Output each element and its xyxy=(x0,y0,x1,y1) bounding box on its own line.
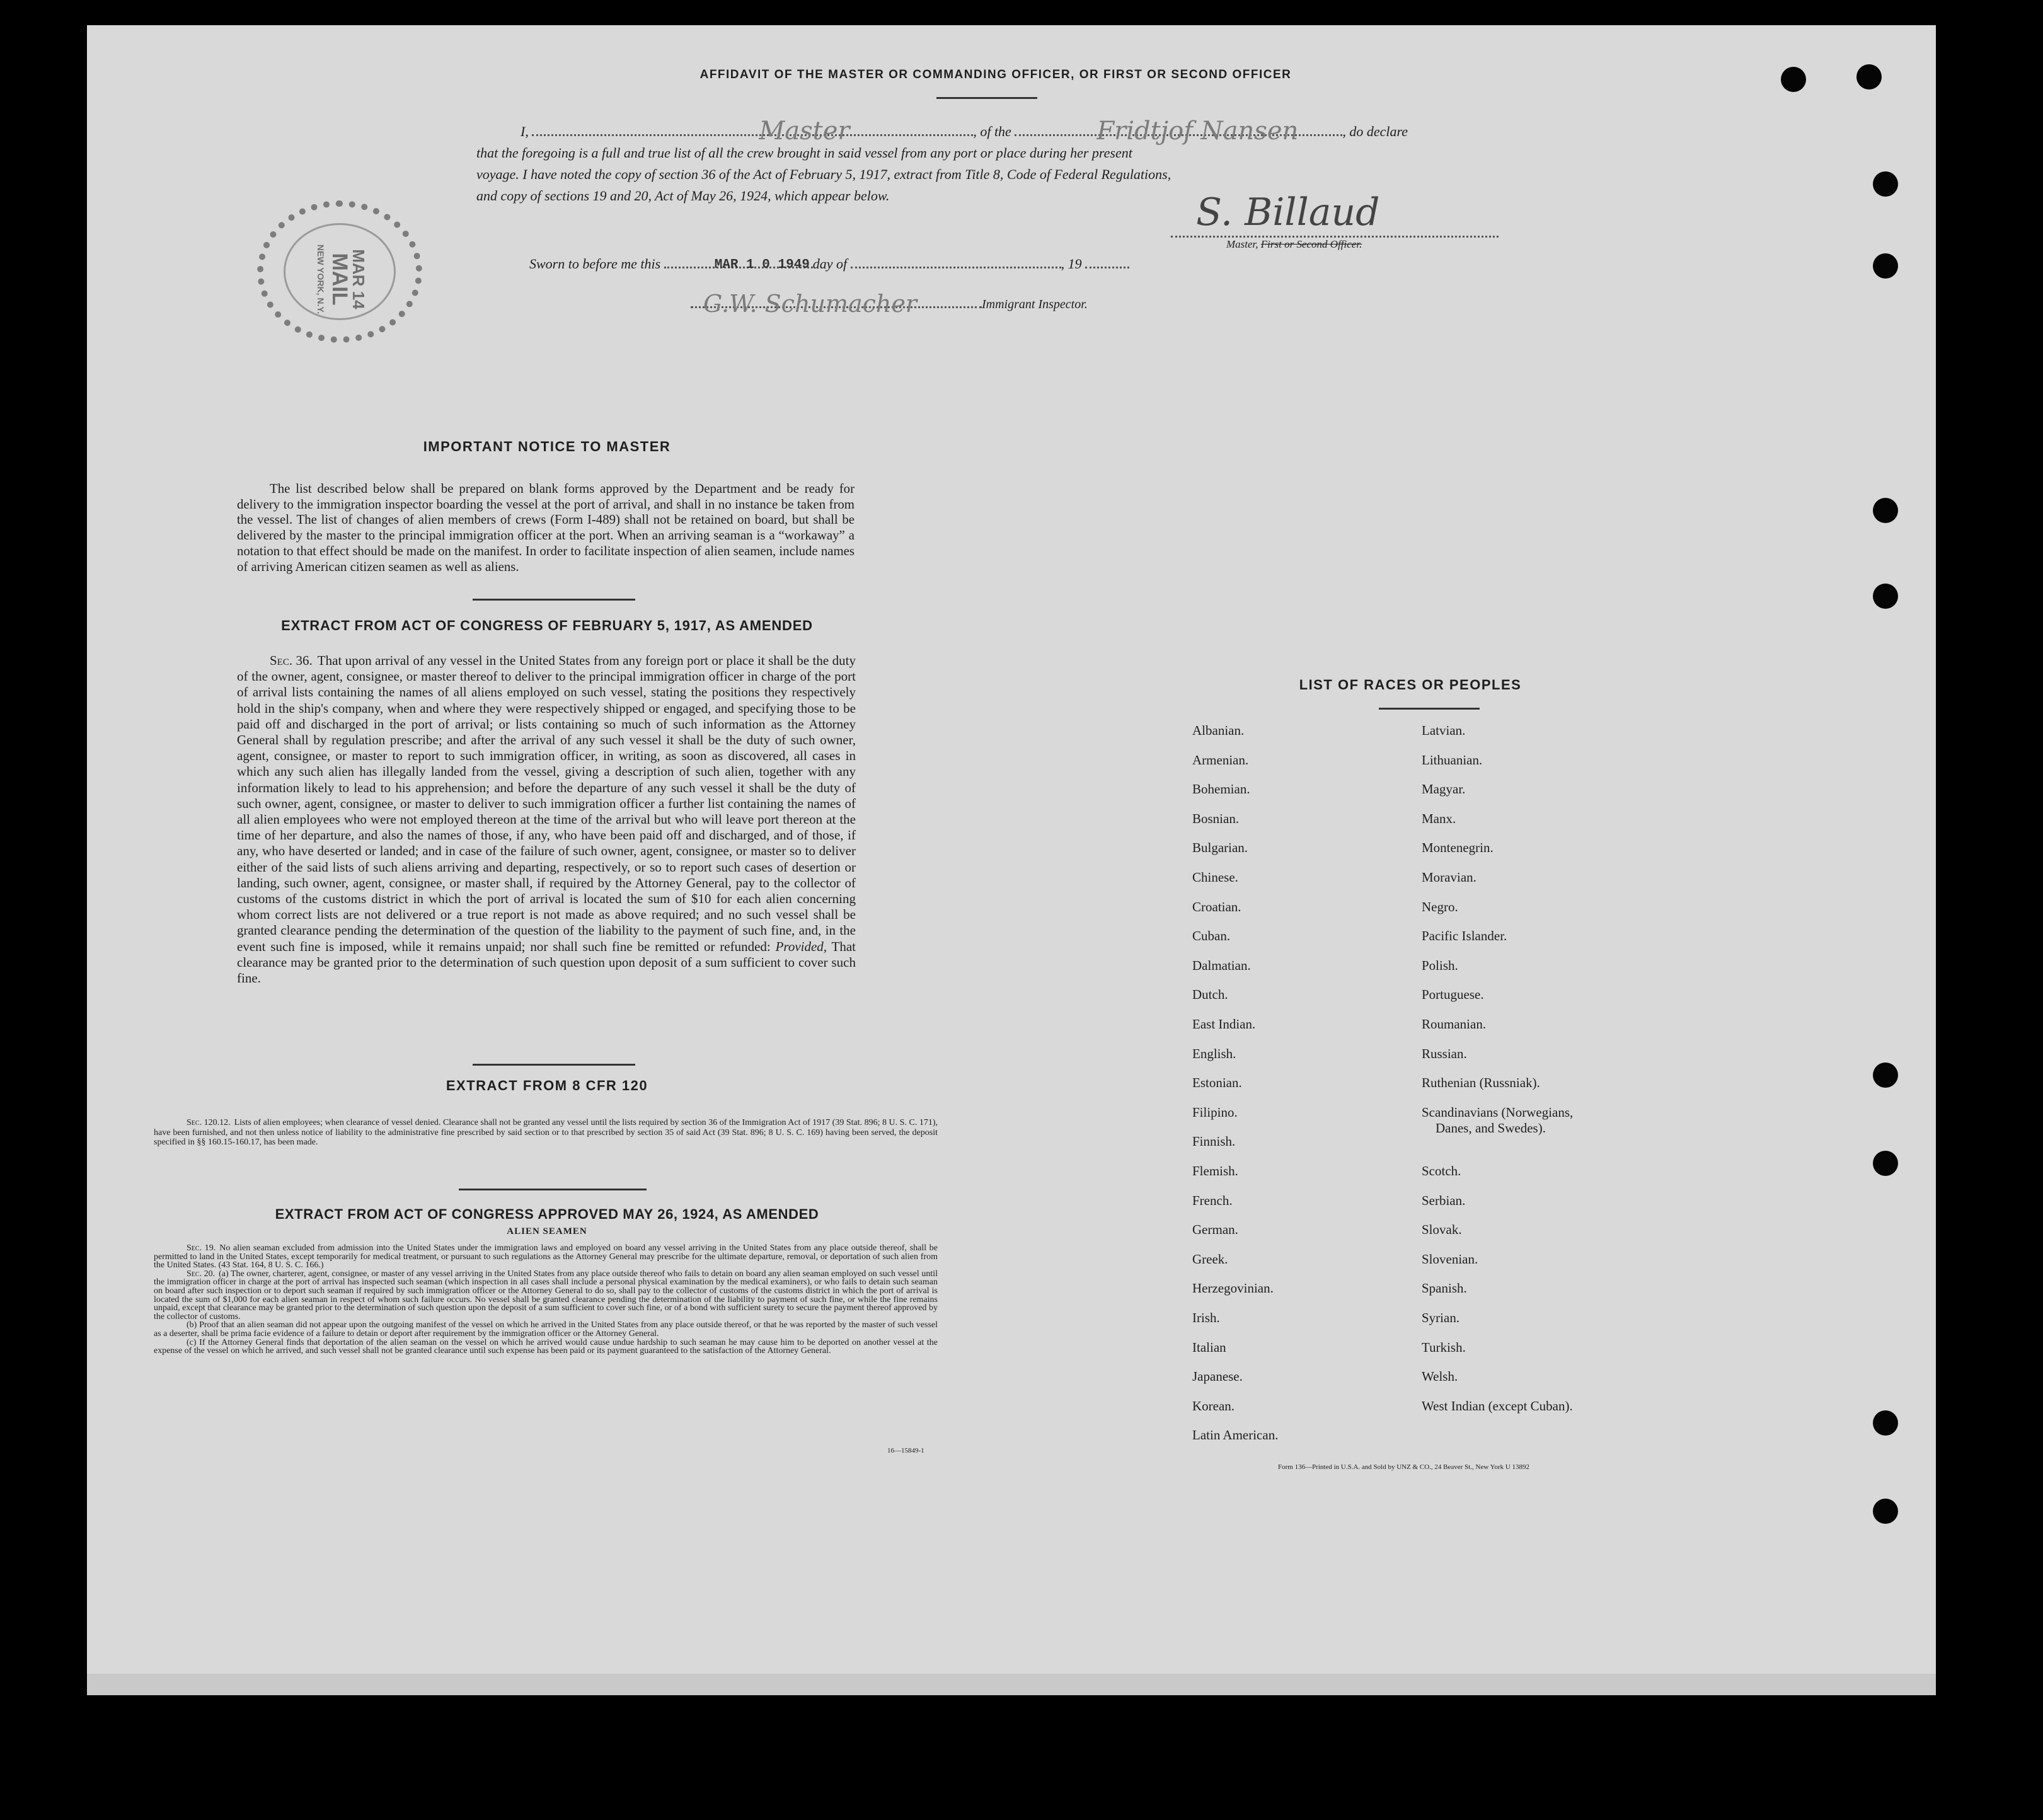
sec-20a-paragraph xyxy=(154,1270,938,1322)
race-item: Montenegrin. xyxy=(1422,840,1493,856)
sworn-date-stamp: MAR 1 0 1949 xyxy=(714,258,810,272)
declaration-line: that the foregoing is a full and true list of all the crew brought in said vessel from any port or place during her present xyxy=(476,145,1132,161)
race-item: East Indian. xyxy=(1192,1017,1256,1032)
punch-hole-icon xyxy=(1873,171,1898,197)
page-edge xyxy=(87,1674,1936,1695)
extract-1917-body xyxy=(237,653,856,986)
race-item: Welsh. xyxy=(1422,1369,1458,1385)
master-signature: S. Billaud xyxy=(1196,190,1380,234)
sworn-label: Sworn to before me this xyxy=(529,256,661,272)
race-item: Albanian. xyxy=(1192,723,1245,738)
race-item: Bohemian. xyxy=(1192,781,1250,797)
sworn-date-field xyxy=(664,258,813,272)
sec-36-label: Sec. 36. xyxy=(270,653,313,668)
sec-36-text: That upon arrival of any vessel in the United States from any foreign port or place it shall be the duty of the owner, agent, consignee, or master thereof to deliver to the principal immigration officer in charge of the port of arrival lists containing the names of all aliens employed on such vessel, stating the positions they respectively hold in the ship's company, when and where they were respectively shipped or engaged, and specifying those to be paid off and discharged in the port of arrival; or lists containing so much of such information as the Attorney General shall by regulation prescribe; and after the arrival of any such vessel it shall be the duty of such owner, agent, consignee, or master to report to such immigration officer, in writing, as soon as discovered, all cases in which any such alien has illegally landed from the vessel, giving a description of such alien, together with any information likely to lead to his apprehension; and before the departure of any such vessel it shall be the duty of such owner, agent, consignee, or master to deliver to such immigration officer a further list containing the names of all alien employees who were not employed thereon at the time of the arrival but who will leave port thereon at the time of her departure, and also the names of those, if any, who have been paid off and discharged, and of those, if any, who have deserted or landed; and in case of the failure of such owner, agent, consignee, or master so to deliver either of the said lists of such aliens arriving and departing, respectively, or so to report such cases of desertion or landing, such owner, agent, consignee, or master shall, if required by the Attorney General, pay to the collector of customs of the customs district in which the port of arrival is located the sum of $10 for each alien concerning whom correct lists are not delivered or a true report is not made as above required; and no such vessel shall be granted clearance pending the determination of the question of the liability to the payment of such fine, and, in the event such fine is imposed, while it remains unpaid; nor shall such fine be remitted or refunded: xyxy=(237,653,856,954)
race-item: Herzegovinian. xyxy=(1192,1281,1274,1296)
race-item: Finnish. xyxy=(1192,1134,1236,1149)
signature-line xyxy=(1171,236,1499,238)
race-item: West Indian (except Cuban). xyxy=(1422,1398,1573,1414)
sec-20b-paragraph: (b) Proof that an alien seaman did not appear upon the outgoing manifest of the vessel on which he arrived in the United States from any place outside thereof, or that he was reported by the master of such vessel as a deserter, shall be prima facie evidence of a failure to detain or deport after requirement by the immigration officer or the Attorney General. xyxy=(154,1320,938,1339)
inspector-field xyxy=(691,290,982,318)
race-item: French. xyxy=(1192,1192,1233,1208)
race-item: Cuban. xyxy=(1192,928,1231,944)
punch-hole-icon xyxy=(1873,1499,1898,1524)
notice-title: IMPORTANT NOTICE TO MASTER xyxy=(423,439,671,454)
race-item: Pacific Islander. xyxy=(1422,928,1507,944)
race-item: Chinese. xyxy=(1192,870,1238,885)
document-page xyxy=(87,25,1936,1695)
race-item: Negro. xyxy=(1422,899,1458,914)
punch-hole-icon xyxy=(1873,498,1898,523)
race-item: Croatian. xyxy=(1192,899,1241,914)
race-item: Slovak. xyxy=(1422,1222,1462,1238)
sec-19-text: No alien seaman excluded from admission into the United States under the immigration laws and employed on board any vessel arriving in the United States from any place outside thereof, shall be permitted to land in the United States, except temporarily for medical treatment, or pursuant to such regulations as the Attorney General may prescribe for the ultimate departure, removal, or deportation of such alien from the United States. (43 Stat. 164, 8 U. S. C. 166.) xyxy=(154,1243,938,1270)
race-item: Greek. xyxy=(1192,1251,1228,1267)
race-item: Slovenian. xyxy=(1422,1251,1478,1267)
divider xyxy=(936,97,1037,99)
declaration-line: and copy of sections 19 and 20, Act of May 26, 1924, which appear below. xyxy=(476,188,890,204)
race-item: Syrian. xyxy=(1422,1310,1460,1325)
race-item: English. xyxy=(1192,1045,1236,1061)
declaration-line: voyage. I have noted the copy of section 36 of the Act of February 5, 1917, extract from Title 8, Code of Federal Regulations, xyxy=(476,166,1171,182)
of-the-label: , of the xyxy=(973,124,1011,139)
races-title: LIST OF RACES OR PEOPLES xyxy=(1299,677,1522,693)
sec-19-label: Sec. 19. xyxy=(187,1243,216,1253)
sworn-line xyxy=(529,256,1129,272)
year-field xyxy=(1085,267,1129,268)
master-label: Master, xyxy=(1226,238,1258,250)
declaration-line xyxy=(476,117,1585,146)
race-item: Latin American. xyxy=(1192,1427,1279,1443)
extract-1924-body xyxy=(154,1244,938,1356)
race-item: Dalmatian. xyxy=(1192,957,1251,973)
punch-hole-icon xyxy=(1873,1151,1898,1176)
proviso-text: That clearance may be granted prior to the determination of such question upon deposit of a sum sufficient to cover such fine. xyxy=(237,938,856,986)
stamp-date: MAR 14 xyxy=(349,249,368,309)
cfr-sec-label: Sec. 120.12. xyxy=(187,1118,231,1127)
race-item: Korean. xyxy=(1192,1398,1235,1414)
inspector-label: Immigrant Inspector. xyxy=(982,297,1088,311)
race-item: Russian. xyxy=(1422,1045,1467,1061)
sec-19-paragraph xyxy=(154,1244,938,1270)
race-item: Serbian. xyxy=(1422,1192,1466,1208)
divider xyxy=(459,1189,647,1190)
form-code: 16—15849-1 xyxy=(887,1447,924,1454)
vessel-value: Fridtjof Nansen xyxy=(1096,117,1299,146)
punch-hole-icon xyxy=(1781,67,1806,92)
postmark-stamp-icon xyxy=(257,200,422,343)
race-item: Roumanian. xyxy=(1422,1017,1487,1032)
affidavit-title: AFFIDAVIT OF THE MASTER OR COMMANDING OFFICER, OR FIRST OR SECOND OFFICER xyxy=(699,68,1292,81)
inspector-line xyxy=(691,290,1088,318)
race-item: Magyar. xyxy=(1422,781,1466,797)
race-item: Latvian. xyxy=(1422,723,1466,738)
race-item: Japanese. xyxy=(1192,1369,1243,1385)
month-field xyxy=(851,267,1061,268)
stamp-mail: MAIL xyxy=(328,253,352,306)
race-item: German. xyxy=(1192,1222,1238,1238)
race-item: Moravian. xyxy=(1422,870,1476,885)
race-item: Filipino. xyxy=(1192,1104,1238,1120)
rank-value: Master xyxy=(759,117,850,146)
cfr-body xyxy=(154,1118,938,1148)
divider xyxy=(473,599,635,601)
divider xyxy=(1379,708,1480,710)
sec-20-label: Sec. 20. xyxy=(187,1269,216,1279)
race-item: Portuguese. xyxy=(1422,987,1484,1003)
year-label: , 19 xyxy=(1061,256,1082,272)
extract-1917-title: EXTRACT FROM ACT OF CONGRESS OF FEBRUARY 5, 1917, AS AMENDED xyxy=(281,618,813,633)
divider xyxy=(473,1064,635,1066)
race-item-continuation: Danes, and Swedes). xyxy=(1436,1120,1546,1136)
extract-1924-title: EXTRACT FROM ACT OF CONGRESS APPROVED MAY 26, 1924, AS AMENDED xyxy=(275,1206,819,1222)
vessel-field xyxy=(1015,117,1342,146)
punch-hole-icon xyxy=(1856,64,1882,89)
race-item: Bulgarian. xyxy=(1192,840,1248,856)
race-item: Flemish. xyxy=(1192,1163,1238,1178)
race-item: Polish. xyxy=(1422,957,1458,973)
cfr-sec-text: Lists of alien employees; when clearance of vessel denied. Clearance shall not be granted any vessel until the lists required by section 36 of the Immigration Act of 1917 (39 Stat. 896; 8 U. S. C. 171), have been furnished, and not then unless notice of liability to the administrative fine prescribed by said section or to that prescribed by section 35 of said Act (39 Stat. 896; 8 U. S. C. 169) having been served, the deposit specified in §§ 160.15-160.17, has been made. xyxy=(154,1118,938,1147)
race-item: Scandinavians (Norwegians, xyxy=(1422,1104,1574,1120)
rank-field xyxy=(532,117,973,146)
sec-20a-text: (a) The owner, charterer, agent, consignee, or master of any vessel arriving in the United States from any place outside thereof who fails to detain on board any alien seaman employed on such vessel until the immigration officer in charge at the port of arrival has inspected such seaman (which inspection in all cases shall include a personal physical examination by the medical examiners), or who fails to detain such seaman on board after such inspection or to deport such seaman if required by such immigration officer or the Attorney General to do so, shall pay to the collector of customs of the customs district in which the port of arrival is located the sum of $1,000 for each alien seaman in respect of whom such failure occurs. No vessel shall be granted clearance pending the determination of the liability to payment of such fine, or while the fine remains unpaid, except that clearance may be granted prior to the determination of such question upon the deposit of a sum sufficient to cover such fine, or of a bond with sufficient surety to secure the payment thereof approved by the collector of customs. xyxy=(154,1269,938,1322)
day-of-label: day of xyxy=(812,256,848,272)
race-item: Estonian. xyxy=(1192,1075,1242,1091)
race-item: Irish. xyxy=(1192,1310,1220,1325)
stamp-city: NEW YORK, N.Y. xyxy=(316,244,326,314)
affidavit-declaration xyxy=(476,117,1585,207)
punch-hole-icon xyxy=(1873,253,1898,279)
notice-body: The list described below shall be prepared on blank forms approved by the Department and be ready for delivery to the immigration inspector boarding the vessel at the port of arrival, and shall in no instance be taken from the vessel. The list of changes of alien members of crews (Form I-489) shall not be retained on board, but shall be delivered by the master to the principal immigration officer at the port. When an arriving seaman is a “workaway” a notation to that effect should be made on the manifest. In order to facilitate inspection of alien seamen, include names of arriving American citizen seamen as well as aliens. xyxy=(237,481,855,574)
race-item: Spanish. xyxy=(1422,1281,1467,1296)
race-item: Manx. xyxy=(1422,810,1456,826)
race-item: Turkish. xyxy=(1422,1339,1466,1355)
race-item: Bosnian. xyxy=(1192,810,1240,826)
race-item: Lithuanian. xyxy=(1422,752,1483,768)
proviso-label: Provided, xyxy=(775,938,827,954)
struck-officer-label: First or Second Officer. xyxy=(1260,238,1362,250)
race-item: Dutch. xyxy=(1192,987,1228,1003)
cfr-title: EXTRACT FROM 8 CFR 120 xyxy=(446,1078,648,1093)
officer-title xyxy=(1226,238,1362,251)
do-declare-label: , do declare xyxy=(1342,124,1408,139)
race-item: Italian xyxy=(1192,1339,1226,1355)
punch-hole-icon xyxy=(1873,1410,1898,1436)
race-item: Ruthenian (Russniak). xyxy=(1422,1075,1540,1091)
punch-hole-icon xyxy=(1873,1063,1898,1088)
punch-hole-icon xyxy=(1873,584,1898,609)
race-item: Armenian. xyxy=(1192,752,1249,768)
extract-1924-subtitle: ALIEN SEAMEN xyxy=(507,1226,587,1236)
printer-footer: Form 136—Printed in U.S.A. and Sold by UNZ & CO., 24 Beaver St., New York U 13892 xyxy=(1278,1463,1530,1471)
inspector-signature: G.W. Schumacher xyxy=(703,290,918,318)
i-label: I, xyxy=(521,124,529,139)
race-item: Scotch. xyxy=(1422,1163,1461,1178)
sec-20c-paragraph: (c) If the Attorney General finds that deportation of the alien seaman on the vessel on which he arrived would cause undue hardship to such seaman he may cause him to be deported on another vessel at the expense of the vessel on which he arrived, and such vessel shall not be granted clearance until such expense has been paid or its payment guaranteed to the satisfaction of the Attorney General. xyxy=(154,1337,938,1356)
